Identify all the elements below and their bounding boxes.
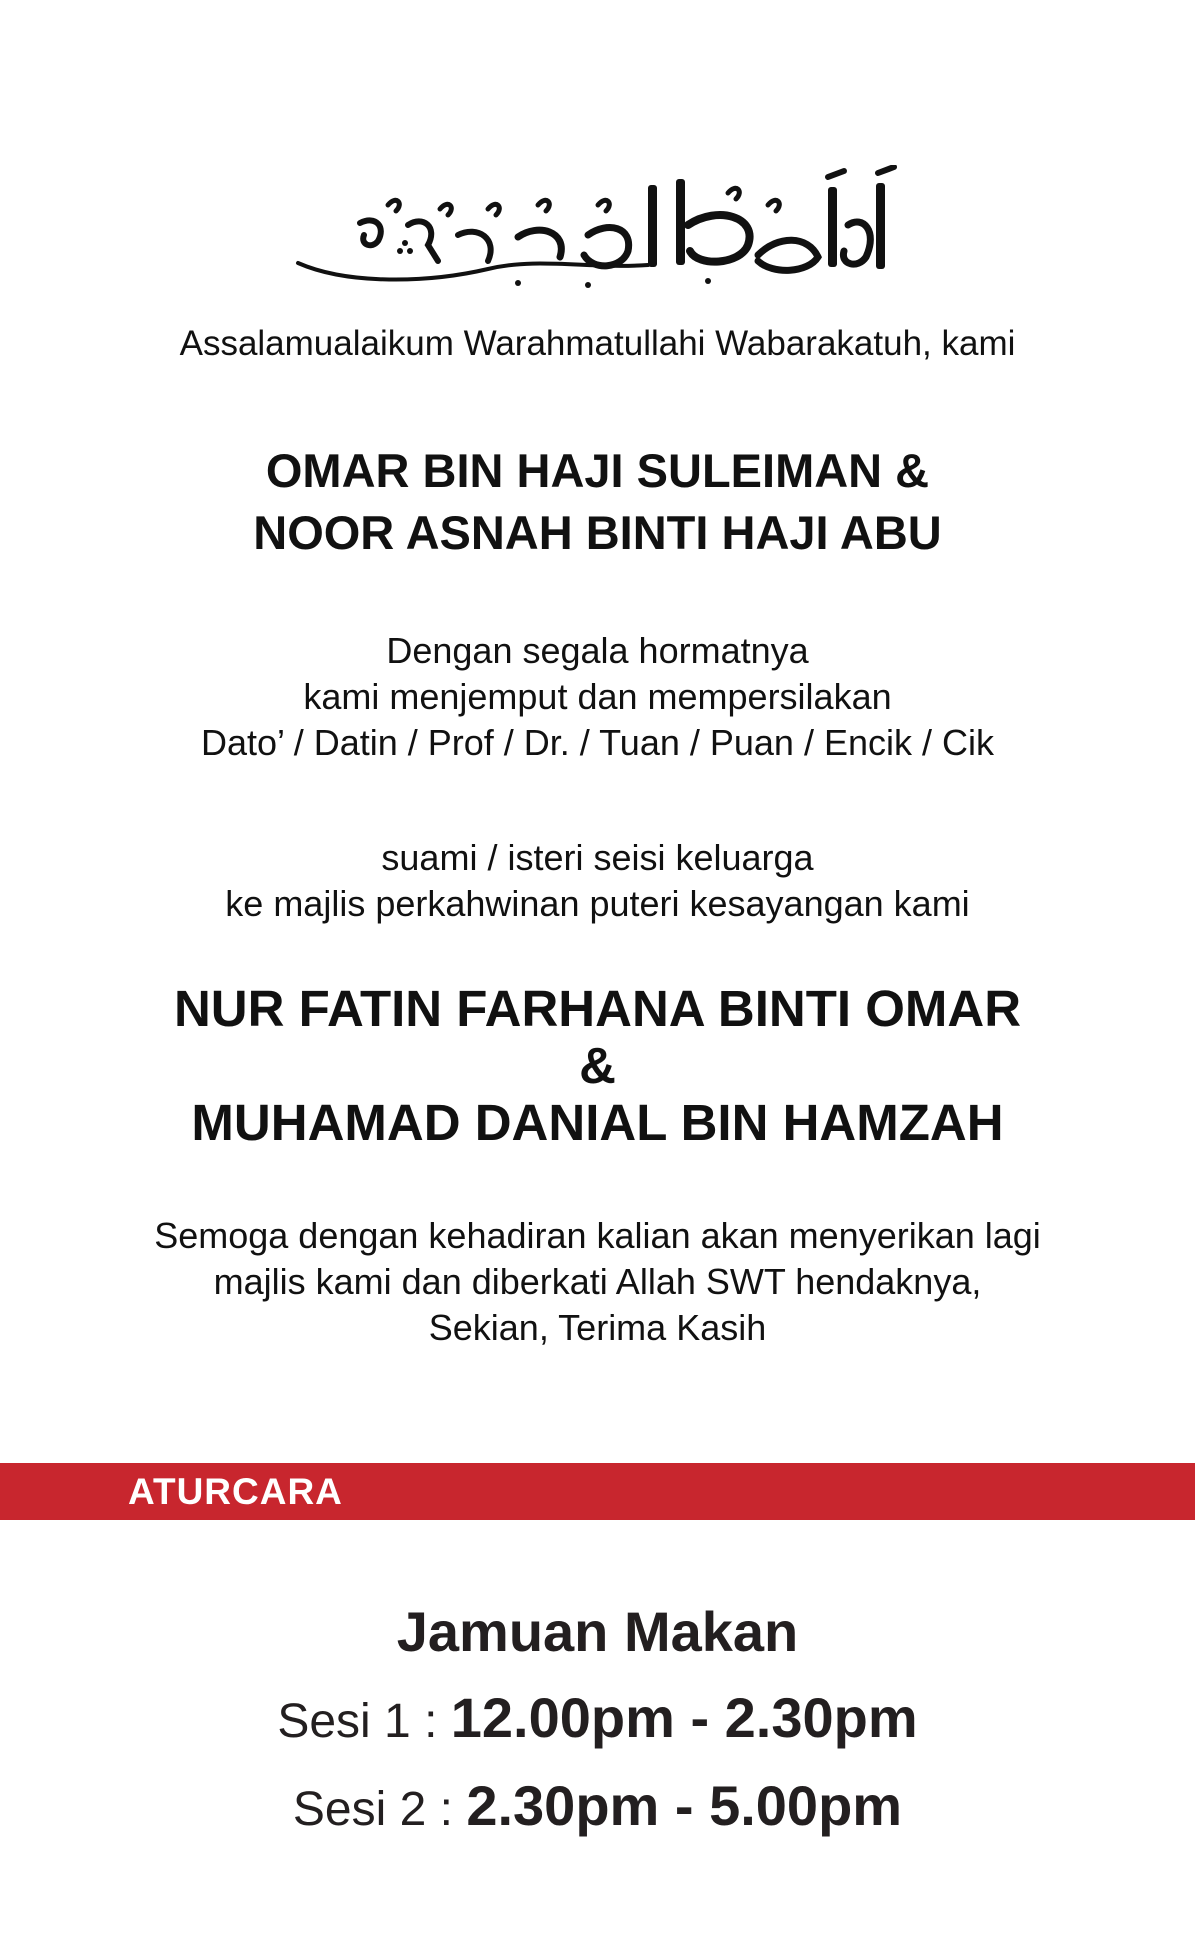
session-1: [0, 1688, 1195, 1752]
invitation-line: kami menjemput dan mempersilakan: [303, 676, 892, 717]
aturcara-section-band: [0, 1463, 1195, 1520]
bride-name: NUR FATIN FARHANA BINTI OMAR: [173, 980, 1022, 1037]
session-2: [0, 1776, 1195, 1840]
couple-names: [0, 980, 1195, 1151]
invitation-text-2: [0, 835, 1195, 927]
closing-line: Semoga dengan kehadiran kalian akan menyerikan lagi: [154, 1215, 1041, 1256]
invitation-line: suami / isteri seisi keluarga: [381, 837, 814, 878]
session-time: 2.30pm - 5.00pm: [466, 1774, 903, 1837]
invitation-line: ke majlis perkahwinan puteri kesayangan kami: [225, 883, 970, 924]
calligraphy-graphic: [288, 165, 908, 305]
aturcara-label: ATURCARA: [128, 1471, 343, 1512]
event-title: Jamuan Makan: [396, 1600, 799, 1663]
parent-father-name: OMAR BIN HAJI SULEIMAN &: [265, 444, 930, 497]
greeting-text: Assalamualaikum Warahmatullahi Wabarakatuh, kami: [179, 324, 1016, 363]
couple-ampersand: &: [579, 1037, 616, 1094]
invitation-titles-line: Dato’ / Datin / Prof / Dr. / Tuan / Puan / Encik / Cik: [201, 722, 994, 763]
closing-line: Sekian, Terima Kasih: [428, 1307, 767, 1348]
parent-mother-name: NOOR ASNAH BINTI HAJI ABU: [253, 506, 942, 559]
closing-text: [0, 1213, 1195, 1351]
arabic-calligraphy-walimatul-urus: [0, 165, 1195, 305]
session-label: Sesi 2 :: [292, 1783, 467, 1836]
groom-name: MUHAMAD DANIAL BIN HAMZAH: [191, 1094, 1004, 1151]
closing-line: majlis kami dan diberkati Allah SWT hendaknya,: [213, 1261, 982, 1302]
parents-names: [0, 440, 1195, 564]
invitation-line: Dengan segala hormatnya: [386, 630, 809, 671]
session-time: 12.00pm - 2.30pm: [450, 1686, 918, 1749]
invitation-text: [0, 628, 1195, 766]
session-label: Sesi 1 :: [277, 1695, 451, 1748]
